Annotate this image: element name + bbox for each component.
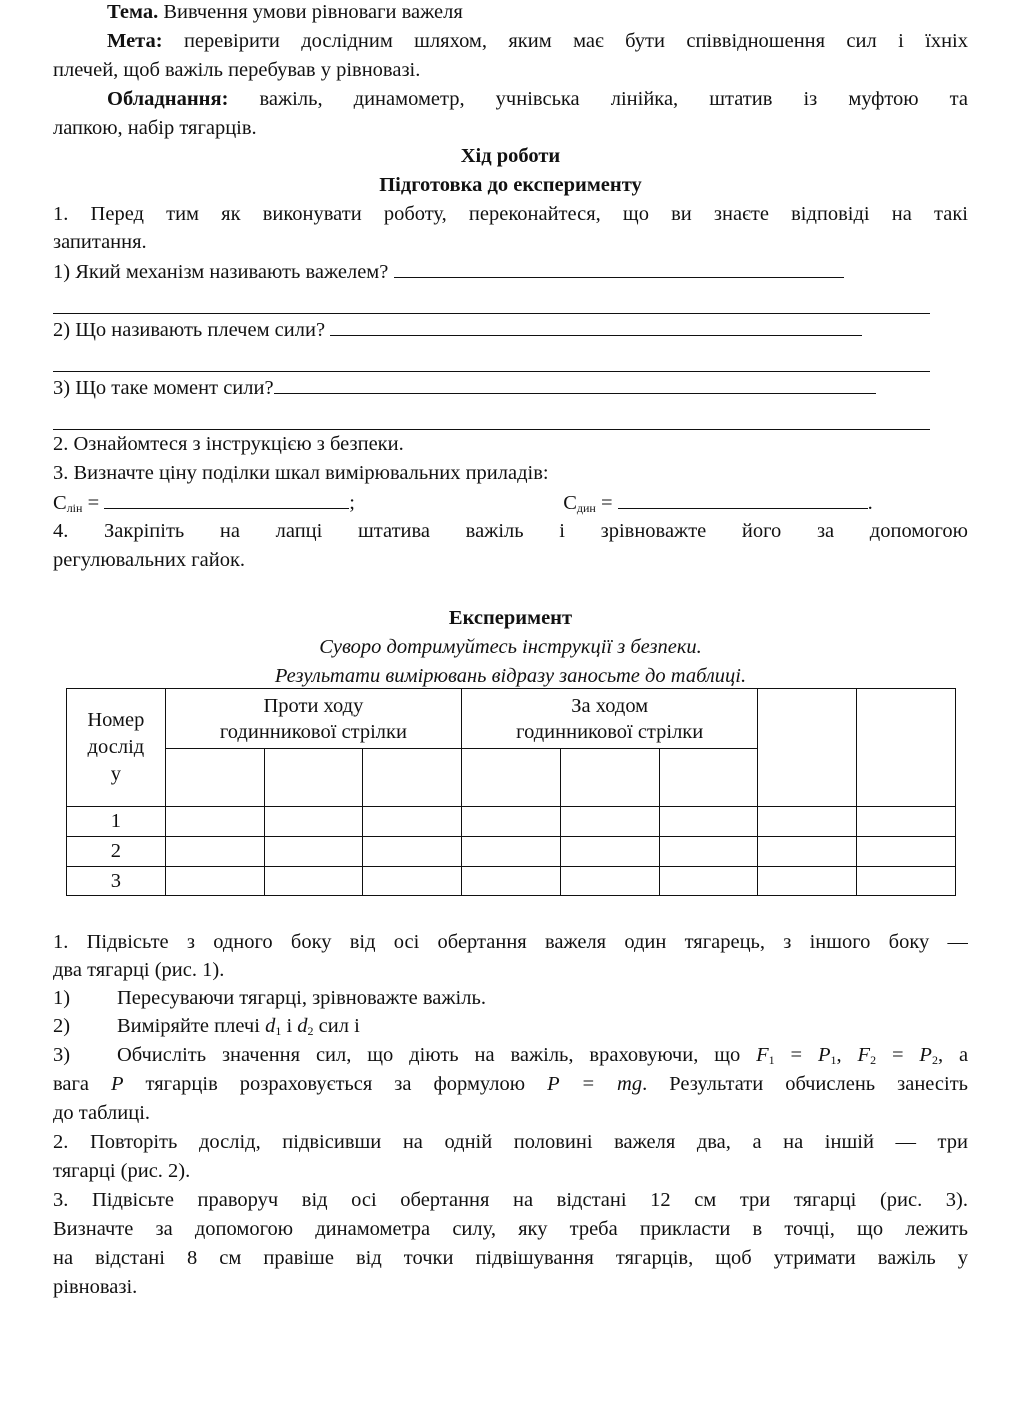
text: вага bbox=[53, 1073, 90, 1095]
cell[interactable] bbox=[363, 807, 462, 837]
experiment-title: Експеримент bbox=[448, 607, 573, 629]
substep-number: 3) bbox=[53, 1044, 71, 1066]
cell[interactable] bbox=[165, 837, 264, 867]
var-d: d bbox=[265, 1015, 276, 1037]
row-number: 1 bbox=[67, 807, 166, 837]
cell[interactable] bbox=[165, 867, 264, 896]
sub: 2 bbox=[931, 1053, 938, 1067]
row-number: 2 bbox=[67, 837, 166, 867]
cell[interactable] bbox=[659, 867, 758, 896]
cell[interactable] bbox=[363, 837, 462, 867]
substep-text: Обчисліть значення сил, що діють на важіль, враховуючи, що bbox=[117, 1044, 741, 1066]
question-1-text: 1) Який механізм називають важелем? bbox=[53, 261, 389, 283]
question-3-text: 3) Що таке момент сили? bbox=[53, 377, 274, 399]
header-cell[interactable] bbox=[363, 749, 462, 807]
prep-title: Підготовка до експерименту bbox=[379, 174, 642, 196]
c-lin-sub: лін bbox=[66, 501, 83, 515]
answer-blank[interactable] bbox=[274, 373, 876, 394]
instruction-1-cont: два тягарці (рис. 1). bbox=[53, 959, 225, 981]
header-line: Номер bbox=[87, 709, 145, 731]
sub: 1 bbox=[275, 1024, 282, 1038]
topic-line bbox=[107, 0, 968, 27]
and: і bbox=[286, 1015, 293, 1037]
c-lin-symbol: C bbox=[53, 492, 67, 514]
experiment-note-1: Суворо дотримуйтесь інструкції з безпеки. bbox=[319, 636, 702, 658]
equipment-label: Обладнання: bbox=[107, 88, 229, 110]
substep-text: сил і bbox=[318, 1015, 360, 1037]
scale-division-line bbox=[53, 488, 968, 517]
var-d: d bbox=[297, 1015, 308, 1037]
substep-2 bbox=[53, 1012, 968, 1041]
cell[interactable] bbox=[462, 867, 561, 896]
instruction-3-cont: рівновазі. bbox=[53, 1276, 138, 1298]
cell[interactable] bbox=[857, 867, 956, 896]
question-2-text: 2) Що називають плечем сили? bbox=[53, 319, 326, 341]
clockwise-header bbox=[462, 689, 758, 749]
cell[interactable] bbox=[758, 837, 857, 867]
experiment-note-2: Результати вимірювань відразу заносьте до таблиці. bbox=[274, 665, 747, 687]
c-dyn-sub: дин bbox=[576, 501, 596, 515]
semicolon: ; bbox=[349, 492, 355, 514]
cell[interactable] bbox=[363, 867, 462, 896]
equipment-text-cont: лапкою, набір тягарців. bbox=[53, 117, 257, 139]
table-row bbox=[67, 867, 956, 896]
substep-text: Виміряйте плечі bbox=[117, 1015, 260, 1037]
cell[interactable] bbox=[659, 837, 758, 867]
answer-blank[interactable] bbox=[330, 315, 862, 336]
sub: 1 bbox=[830, 1053, 837, 1067]
header-line: у bbox=[110, 763, 121, 785]
c-dyn-symbol: C bbox=[563, 492, 577, 514]
header-cell[interactable] bbox=[758, 689, 857, 807]
header-line: годинникової стрілки bbox=[516, 720, 704, 743]
substep-1 bbox=[53, 984, 968, 1013]
var-f: F bbox=[857, 1044, 871, 1066]
row-number: 3 bbox=[67, 867, 166, 896]
cell[interactable] bbox=[560, 837, 659, 867]
step2: 2. Ознайомтеся з інструкцією з безпеки. bbox=[53, 433, 404, 455]
goal-label: Мета: bbox=[107, 30, 163, 52]
substep-number: 2) bbox=[53, 1015, 71, 1037]
substep-text: Пересуваючи тягарці, зрівноважте важіль. bbox=[117, 987, 486, 1009]
header-line: дослід bbox=[87, 736, 145, 758]
answer-line[interactable] bbox=[53, 313, 930, 314]
cell[interactable] bbox=[857, 837, 956, 867]
header-cell[interactable] bbox=[462, 749, 561, 807]
header-cell[interactable] bbox=[264, 749, 363, 807]
cell[interactable] bbox=[264, 867, 363, 896]
instruction-3: 3. Підвісьте праворуч від осі обертання на відстані 12 см три тягарці (рис. 3). bbox=[53, 1189, 968, 1211]
results-table bbox=[66, 688, 956, 896]
procedure-title: Хід роботи bbox=[460, 145, 561, 167]
var-p: P bbox=[818, 1044, 831, 1066]
cell[interactable] bbox=[857, 807, 956, 837]
var-p: P bbox=[111, 1073, 124, 1095]
text: . Результати обчислень занесіть bbox=[642, 1073, 968, 1095]
step4-cont: регулювальних гайок. bbox=[53, 549, 246, 571]
instruction-2-cont: тягарці (рис. 2). bbox=[53, 1160, 191, 1182]
step1-cont: запитання. bbox=[53, 231, 147, 253]
header-line: годинникової стрілки bbox=[219, 720, 407, 743]
goal-text-cont: плечей, щоб важіль перебував у рівновазі. bbox=[53, 59, 421, 81]
c-dyn-blank[interactable] bbox=[618, 488, 868, 509]
header-line: Проти ходу bbox=[263, 694, 364, 717]
equals: = bbox=[87, 492, 100, 514]
period: . bbox=[867, 492, 873, 514]
cell[interactable] bbox=[165, 807, 264, 837]
instruction-1: 1. Підвісьте з одного боку від осі обертання важеля один тягарець, з іншого боку — bbox=[53, 931, 968, 953]
table-row bbox=[67, 807, 956, 837]
instruction-3-cont: на відстані 8 см правіше від точки підвішування тягарців, щоб утримати важіль у bbox=[53, 1247, 968, 1269]
equipment-text: важіль, динамометр, учнівська лінійка, штатив із муфтою та bbox=[259, 88, 968, 110]
instruction-2: 2. Повторіть дослід, підвісивши на одній половині важеля два, а на іншій — три bbox=[53, 1131, 968, 1153]
header-cell[interactable] bbox=[659, 749, 758, 807]
step1: 1. Перед тим як виконувати роботу, переконайтеся, що ви знаєте відповіді на такі bbox=[53, 203, 968, 225]
equipment-line bbox=[107, 85, 968, 114]
header-cell[interactable] bbox=[165, 749, 264, 807]
step4: 4. Закріпіть на лапці штатива важіль і зрівноважте його за допомогою bbox=[53, 520, 968, 542]
table-row bbox=[67, 837, 956, 867]
sub: 2 bbox=[870, 1053, 877, 1067]
substep-3-cont bbox=[53, 1070, 968, 1099]
question-1 bbox=[53, 257, 968, 286]
formula: P = mg bbox=[547, 1073, 643, 1095]
cell[interactable] bbox=[758, 867, 857, 896]
cell[interactable] bbox=[264, 807, 363, 837]
answer-line[interactable] bbox=[53, 371, 930, 372]
substep-3: 3) Обчисліть значення сил, що діють на важіль, враховуючи, що $F_1 = P_1$, $F_2 = P_2$, а bbox=[53, 1041, 968, 1070]
topic-label: Тема. bbox=[107, 1, 159, 23]
cell[interactable] bbox=[462, 837, 561, 867]
sub: 1 bbox=[768, 1053, 775, 1067]
sub: 2 bbox=[307, 1024, 314, 1038]
instruction-3-cont: Визначте за допомогою динамометра силу, яку треба прикласти в точці, що лежить bbox=[53, 1218, 968, 1240]
cell[interactable] bbox=[758, 807, 857, 837]
cell[interactable] bbox=[462, 807, 561, 837]
goal-line bbox=[107, 27, 968, 56]
counter-clockwise-header bbox=[165, 689, 461, 749]
substep-text: а bbox=[958, 1044, 968, 1066]
answer-blank[interactable] bbox=[394, 257, 844, 278]
number-header bbox=[67, 689, 166, 807]
cell[interactable] bbox=[264, 837, 363, 867]
question-3 bbox=[53, 373, 968, 402]
var-f: F bbox=[756, 1044, 769, 1066]
header-cell[interactable] bbox=[857, 689, 956, 807]
substep-number: 1) bbox=[53, 987, 71, 1009]
equals: = bbox=[600, 492, 613, 514]
var-p: P bbox=[919, 1044, 932, 1066]
c-lin-blank[interactable] bbox=[104, 488, 349, 509]
question-2 bbox=[53, 315, 968, 344]
cell[interactable] bbox=[560, 807, 659, 837]
step3: 3. Визначте ціну поділки шкал вимірювальних приладів: bbox=[53, 462, 549, 484]
text: тягарців розраховується за формулою bbox=[145, 1073, 526, 1095]
topic-text: Вивчення умови рівноваги важеля bbox=[163, 1, 463, 23]
cell[interactable] bbox=[659, 807, 758, 837]
cell[interactable] bbox=[560, 867, 659, 896]
header-line: За ходом bbox=[571, 694, 649, 717]
header-cell[interactable] bbox=[560, 749, 659, 807]
goal-text: перевірити дослідним шляхом, яким має бути співвідношення сил і їхніх bbox=[183, 30, 968, 52]
substep-3-cont2: до таблиці. bbox=[53, 1102, 151, 1124]
